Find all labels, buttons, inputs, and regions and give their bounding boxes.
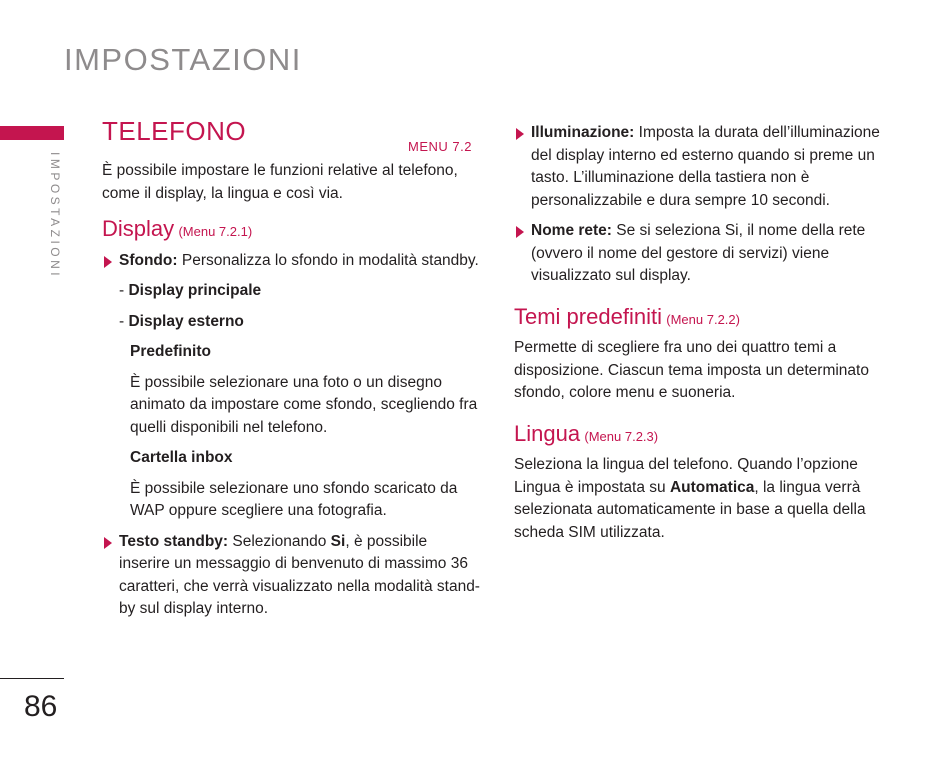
option-description: È possibile selezionare uno sfondo scaricato da WAP oppure scegliere una fotografia.: [130, 479, 458, 519]
bullet-triangle-icon: [104, 256, 112, 268]
side-accent-bar: [0, 126, 64, 140]
bullet-nome-rete: [514, 220, 884, 288]
page-header-title: IMPOSTAZIONI: [64, 42, 302, 77]
option-label: Predefinito: [130, 343, 211, 360]
subsection-header-display: [102, 218, 480, 244]
subsection-menu-number: (Menu 7.2.1): [178, 224, 253, 239]
bullet-illuminazione: [514, 122, 884, 212]
subsection-menu-number: (Menu 7.2.2): [666, 311, 740, 327]
option-heading: [102, 341, 480, 364]
display-option: [102, 280, 480, 303]
subsection-header-lingua: [514, 420, 884, 449]
right-column: [514, 122, 884, 544]
bullet-label: Sfondo:: [119, 251, 178, 269]
bullet-text: Personalizza lo sfondo in modalità standby.: [181, 251, 479, 269]
option-label: Display principale: [128, 282, 262, 299]
display-option: [102, 311, 480, 334]
section-title: TELEFONO: [102, 116, 247, 146]
subsection-title: Temi predefiniti: [514, 303, 662, 329]
subsection-header-temi: [514, 303, 884, 332]
paragraph-text: Seleziona la lingua del telefono. Quando l’opzione Lingua è impostata su: [514, 456, 858, 496]
option-heading: [102, 447, 480, 470]
side-section-label: IMPOSTAZIONI: [48, 152, 62, 280]
paragraph-bold-word: Automatica: [669, 478, 755, 496]
bullet-testo-standby: [102, 531, 480, 621]
option-description: È possibile selezionare una foto o un disegno animato da impostare come sfondo, scegliendo fra quelli disponibili nel telefono.: [130, 373, 478, 436]
page-number-rule: [0, 678, 64, 679]
bullet-label: Nome rete:: [531, 222, 612, 239]
dash-prefix: -: [119, 312, 129, 330]
bullet-label: Illuminazione:: [531, 124, 635, 141]
paragraph-text: , la lingua verrà selezionata automaticamente in base a quella della scheda SIM utilizzata.: [514, 478, 866, 541]
page-number: 86: [24, 690, 58, 723]
left-column: [102, 116, 480, 621]
bullet-text: , è possibile inserire un messaggio di benvenuto di massimo 36 caratteri, che verrà visualizzato nella modalità stand-by sul display interno.: [119, 532, 480, 617]
subsection-text: [514, 454, 884, 544]
section-menu-number: MENU 7.2: [408, 139, 472, 154]
option-label: Display esterno: [128, 312, 244, 330]
section-header-telefono: [102, 116, 480, 156]
section-intro: È possibile impostare le funzioni relative al telefono, come il display, la lingua e così via.: [102, 162, 458, 202]
bullet-triangle-icon: [104, 537, 112, 549]
bullet-triangle-icon: [516, 226, 524, 238]
subsection-text: Permette di scegliere fra uno dei quattro temi a disposizione. Ciascun tema imposta un determinato sfondo, colore menu e suoneria.: [514, 339, 869, 401]
subsection-title: Display: [102, 216, 175, 241]
bullet-text: Imposta la durata dell’illuminazione del display interno ed esterno quando si preme un tasto. L’illuminazione della tastiera non è personalizzabile e dura sempre 10 secondi.: [531, 124, 880, 209]
bullet-triangle-icon: [516, 128, 524, 140]
subsection-title: Lingua: [514, 420, 581, 446]
bullet-sfondo: [102, 250, 480, 273]
bullet-bold-word: Si: [330, 532, 346, 550]
bullet-text: Se si seleziona Si, il nome della rete (ovvero il nome del gestore di servizi) viene visualizzato sul display.: [531, 222, 866, 284]
bullet-label: Testo standby:: [119, 532, 229, 550]
subsection-menu-number: (Menu 7.2.3): [584, 428, 659, 444]
option-label: Cartella inbox: [130, 449, 233, 466]
dash-prefix: -: [119, 282, 129, 299]
bullet-text: Selezionando: [232, 532, 327, 550]
